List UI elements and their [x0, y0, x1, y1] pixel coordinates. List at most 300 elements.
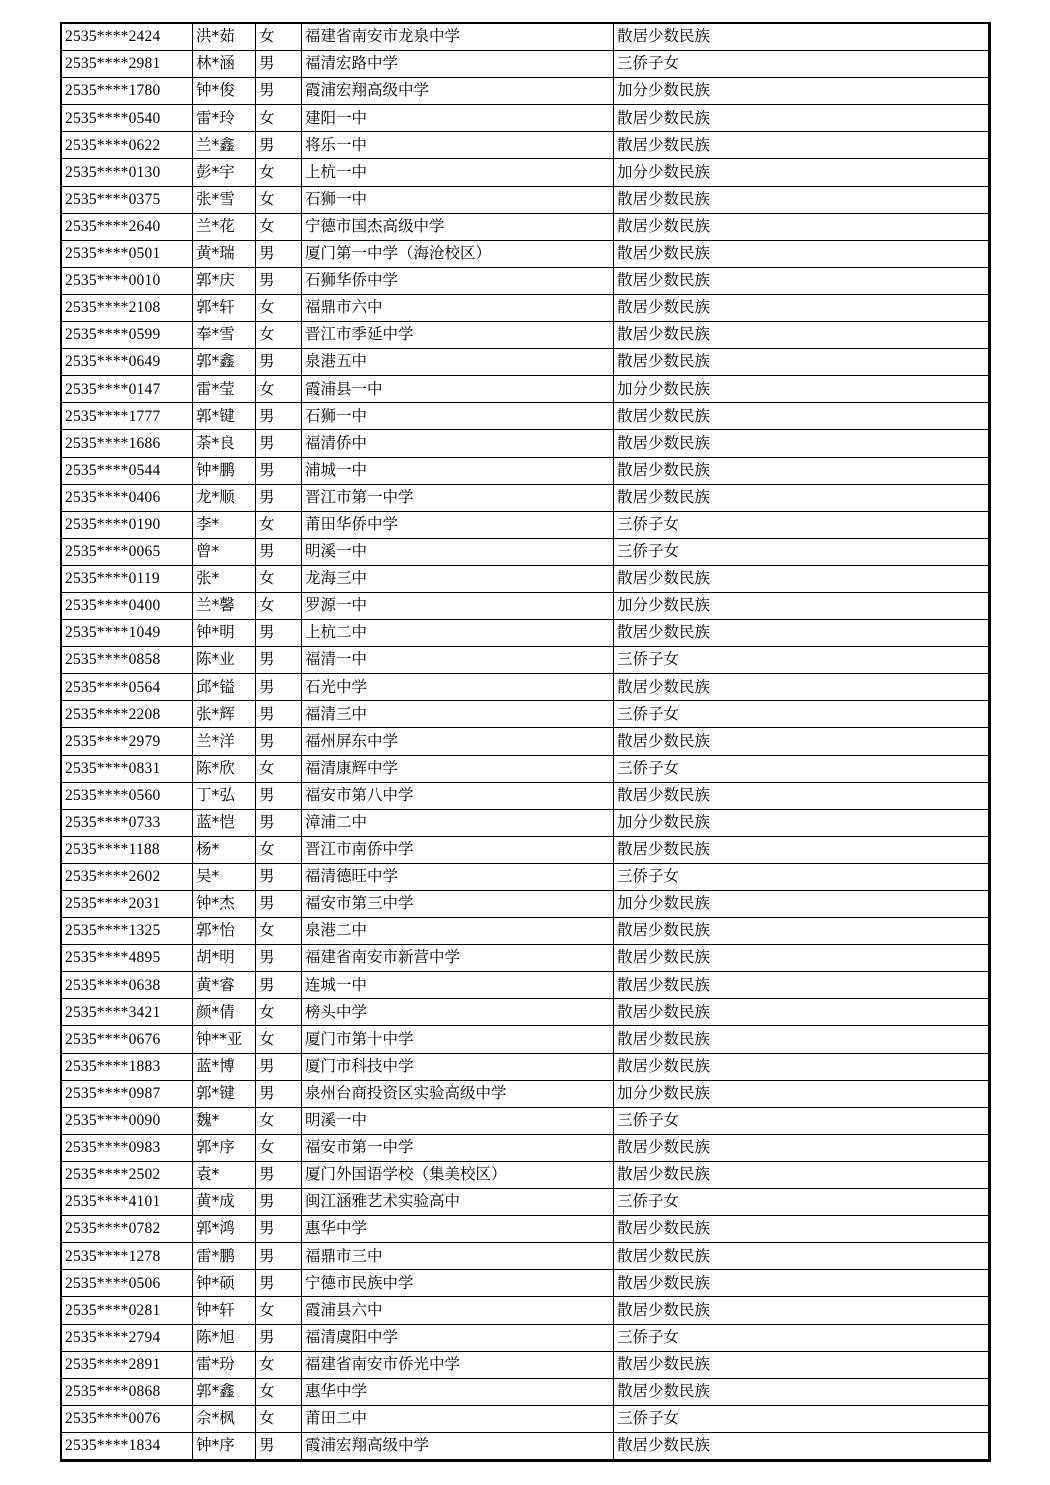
category-cell: 散居少数民族 [614, 1161, 989, 1188]
table-row [62, 728, 989, 755]
gender-cell: 女 [256, 322, 302, 349]
table-row [62, 24, 989, 51]
student-name-cell: 郭*庆 [193, 267, 256, 294]
student-id-cell: 2535****0190 [62, 511, 193, 538]
student-id-cell: 2535****2108 [62, 294, 193, 321]
category-cell: 散居少数民族 [614, 1243, 989, 1270]
student-name-cell: 林*涵 [193, 51, 256, 78]
gender-cell: 男 [256, 78, 302, 105]
category-cell: 三侨子女 [614, 1324, 989, 1351]
student-name-cell: 兰*洋 [193, 728, 256, 755]
gender-cell: 女 [256, 186, 302, 213]
student-id-cell: 2535****0831 [62, 755, 193, 782]
gender-cell: 男 [256, 538, 302, 565]
student-name-cell: 钟*鹏 [193, 457, 256, 484]
gender-cell: 男 [256, 972, 302, 999]
student-name-cell: 曾* [193, 538, 256, 565]
category-cell: 散居少数民族 [614, 674, 989, 701]
student-name-cell: 蓝*恺 [193, 809, 256, 836]
student-list-table [61, 23, 989, 1460]
school-cell: 晋江市南侨中学 [302, 836, 614, 863]
student-id-cell: 2535****0375 [62, 186, 193, 213]
student-id-cell: 2535****0076 [62, 1405, 193, 1432]
student-name-cell: 郭*键 [193, 403, 256, 430]
student-id-cell: 2535****0599 [62, 322, 193, 349]
student-name-cell: 雷*玲 [193, 105, 256, 132]
student-name-cell: 佘*枫 [193, 1405, 256, 1432]
table-row [62, 1026, 989, 1053]
category-cell: 散居少数民族 [614, 728, 989, 755]
gender-cell: 男 [256, 430, 302, 457]
student-id-cell: 2535****2031 [62, 891, 193, 918]
table-row [62, 755, 989, 782]
gender-cell: 男 [256, 809, 302, 836]
gender-cell: 男 [256, 701, 302, 728]
student-id-cell: 2535****1686 [62, 430, 193, 457]
gender-cell: 男 [256, 1189, 302, 1216]
student-id-cell: 2535****2794 [62, 1324, 193, 1351]
table-row [62, 1053, 989, 1080]
gender-cell: 女 [256, 1134, 302, 1161]
student-id-cell: 2535****0622 [62, 132, 193, 159]
category-cell: 散居少数民族 [614, 1053, 989, 1080]
gender-cell: 男 [256, 1243, 302, 1270]
table-row [62, 620, 989, 647]
school-cell: 惠华中学 [302, 1378, 614, 1405]
table-row [62, 159, 989, 186]
table-row [62, 701, 989, 728]
school-cell: 霞浦宏翔高级中学 [302, 1432, 614, 1459]
category-cell: 散居少数民族 [614, 294, 989, 321]
table-row [62, 430, 989, 457]
student-name-cell: 邱*镒 [193, 674, 256, 701]
student-id-cell: 2535****2208 [62, 701, 193, 728]
category-cell: 散居少数民族 [614, 24, 989, 51]
gender-cell: 女 [256, 999, 302, 1026]
gender-cell: 男 [256, 51, 302, 78]
school-cell: 福建省南安市新营中学 [302, 945, 614, 972]
table-row [62, 1161, 989, 1188]
category-cell: 散居少数民族 [614, 1270, 989, 1297]
school-cell: 晋江市季延中学 [302, 322, 614, 349]
gender-cell: 女 [256, 565, 302, 592]
student-name-cell: 郭*鑫 [193, 1378, 256, 1405]
table-row [62, 240, 989, 267]
school-cell: 厦门第一中学（海沧校区） [302, 240, 614, 267]
gender-cell: 男 [256, 647, 302, 674]
student-id-cell: 2535****2891 [62, 1351, 193, 1378]
category-cell: 散居少数民族 [614, 782, 989, 809]
table-row [62, 1270, 989, 1297]
student-id-cell: 2535****0090 [62, 1107, 193, 1134]
table-row [62, 105, 989, 132]
table-row [62, 782, 989, 809]
student-name-cell: 郭*轩 [193, 294, 256, 321]
table-row [62, 1297, 989, 1324]
table-row [62, 836, 989, 863]
table-row [62, 78, 989, 105]
gender-cell: 男 [256, 1270, 302, 1297]
student-name-cell: 兰*鑫 [193, 132, 256, 159]
student-name-cell: 黄*睿 [193, 972, 256, 999]
student-id-cell: 2535****2979 [62, 728, 193, 755]
school-cell: 浦城一中 [302, 457, 614, 484]
table-row [62, 457, 989, 484]
category-cell: 加分少数民族 [614, 376, 989, 403]
school-cell: 罗源一中 [302, 592, 614, 619]
category-cell: 加分少数民族 [614, 1080, 989, 1107]
category-cell: 三侨子女 [614, 1189, 989, 1216]
student-id-cell: 2535****0506 [62, 1270, 193, 1297]
school-cell: 霞浦县六中 [302, 1297, 614, 1324]
student-name-cell: 陈*旭 [193, 1324, 256, 1351]
table-row [62, 1216, 989, 1243]
category-cell: 三侨子女 [614, 863, 989, 890]
gender-cell: 女 [256, 105, 302, 132]
gender-cell: 男 [256, 1324, 302, 1351]
student-id-cell: 2535****4101 [62, 1189, 193, 1216]
student-name-cell: 荼*良 [193, 430, 256, 457]
gender-cell: 女 [256, 1107, 302, 1134]
student-id-cell: 2535****1049 [62, 620, 193, 647]
school-cell: 厦门外国语学校（集美校区） [302, 1161, 614, 1188]
student-name-cell: 钟*序 [193, 1432, 256, 1459]
school-cell: 莆田二中 [302, 1405, 614, 1432]
student-id-cell: 2535****0858 [62, 647, 193, 674]
school-cell: 上杭二中 [302, 620, 614, 647]
student-name-cell: 丁*弘 [193, 782, 256, 809]
school-cell: 石狮华侨中学 [302, 267, 614, 294]
school-cell: 霞浦宏翔高级中学 [302, 78, 614, 105]
student-id-cell: 2535****2602 [62, 863, 193, 890]
table-row [62, 972, 989, 999]
school-cell: 福清一中 [302, 647, 614, 674]
category-cell: 散居少数民族 [614, 1134, 989, 1161]
school-cell: 福鼎市六中 [302, 294, 614, 321]
table-row [62, 1405, 989, 1432]
student-name-cell: 洪*茹 [193, 24, 256, 51]
student-name-cell: 雷*鹏 [193, 1243, 256, 1270]
category-cell: 散居少数民族 [614, 484, 989, 511]
gender-cell: 男 [256, 863, 302, 890]
category-cell: 散居少数民族 [614, 620, 989, 647]
table-row [62, 809, 989, 836]
table-row [62, 1324, 989, 1351]
gender-cell: 男 [256, 1053, 302, 1080]
category-cell: 散居少数民族 [614, 836, 989, 863]
school-cell: 宁德市民族中学 [302, 1270, 614, 1297]
school-cell: 晋江市第一中学 [302, 484, 614, 511]
student-id-cell: 2535****0638 [62, 972, 193, 999]
gender-cell: 男 [256, 484, 302, 511]
student-id-cell: 2535****1883 [62, 1053, 193, 1080]
school-cell: 明溪一中 [302, 1107, 614, 1134]
school-cell: 闽江涵雅艺术实验高中 [302, 1189, 614, 1216]
category-cell: 三侨子女 [614, 647, 989, 674]
school-cell: 福安市第三中学 [302, 891, 614, 918]
school-cell: 福建省南安市龙泉中学 [302, 24, 614, 51]
student-name-cell: 张*辉 [193, 701, 256, 728]
table-row [62, 945, 989, 972]
gender-cell: 女 [256, 592, 302, 619]
table-row [62, 511, 989, 538]
gender-cell: 男 [256, 674, 302, 701]
student-name-cell: 郭*键 [193, 1080, 256, 1107]
student-name-cell: 黄*成 [193, 1189, 256, 1216]
student-id-cell: 2535****0501 [62, 240, 193, 267]
student-id-cell: 2535****0065 [62, 538, 193, 565]
category-cell: 加分少数民族 [614, 78, 989, 105]
gender-cell: 男 [256, 1080, 302, 1107]
school-cell: 福安市第一中学 [302, 1134, 614, 1161]
gender-cell: 女 [256, 1026, 302, 1053]
gender-cell: 女 [256, 1405, 302, 1432]
gender-cell: 女 [256, 1297, 302, 1324]
category-cell: 散居少数民族 [614, 132, 989, 159]
table-row [62, 322, 989, 349]
school-cell: 连城一中 [302, 972, 614, 999]
student-name-cell: 张*雪 [193, 186, 256, 213]
gender-cell: 女 [256, 836, 302, 863]
school-cell: 莆田华侨中学 [302, 511, 614, 538]
category-cell: 三侨子女 [614, 538, 989, 565]
student-id-cell: 2535****3421 [62, 999, 193, 1026]
category-cell: 散居少数民族 [614, 1351, 989, 1378]
category-cell: 三侨子女 [614, 51, 989, 78]
table-row [62, 349, 989, 376]
category-cell: 散居少数民族 [614, 186, 989, 213]
category-cell: 散居少数民族 [614, 105, 989, 132]
school-cell: 建阳一中 [302, 105, 614, 132]
school-cell: 明溪一中 [302, 538, 614, 565]
table-row [62, 213, 989, 240]
student-name-cell: 杨* [193, 836, 256, 863]
student-id-cell: 2535****0540 [62, 105, 193, 132]
student-name-cell: 钟*硕 [193, 1270, 256, 1297]
table-row [62, 1351, 989, 1378]
school-cell: 福建省南安市侨光中学 [302, 1351, 614, 1378]
school-cell: 福清虞阳中学 [302, 1324, 614, 1351]
student-id-cell: 2535****1325 [62, 918, 193, 945]
gender-cell: 男 [256, 1161, 302, 1188]
school-cell: 龙海三中 [302, 565, 614, 592]
table-row [62, 891, 989, 918]
category-cell: 加分少数民族 [614, 159, 989, 186]
gender-cell: 男 [256, 728, 302, 755]
school-cell: 泉港五中 [302, 349, 614, 376]
gender-cell: 男 [256, 457, 302, 484]
student-name-cell: 吴* [193, 863, 256, 890]
student-name-cell: 兰*馨 [193, 592, 256, 619]
gender-cell: 女 [256, 213, 302, 240]
student-name-cell: 魏* [193, 1107, 256, 1134]
gender-cell: 男 [256, 132, 302, 159]
category-cell: 散居少数民族 [614, 322, 989, 349]
student-id-cell: 2535****0281 [62, 1297, 193, 1324]
table-row [62, 1432, 989, 1459]
table-row [62, 1107, 989, 1134]
student-name-cell: 钟**亚 [193, 1026, 256, 1053]
category-cell: 三侨子女 [614, 755, 989, 782]
category-cell: 加分少数民族 [614, 891, 989, 918]
table-body [62, 24, 989, 1460]
student-id-cell: 2535****0676 [62, 1026, 193, 1053]
gender-cell: 男 [256, 1432, 302, 1459]
table-row [62, 647, 989, 674]
student-name-cell: 钟*轩 [193, 1297, 256, 1324]
student-id-cell: 2535****2502 [62, 1161, 193, 1188]
school-cell: 石光中学 [302, 674, 614, 701]
school-cell: 福安市第八中学 [302, 782, 614, 809]
table-row [62, 376, 989, 403]
student-id-cell: 2535****2981 [62, 51, 193, 78]
table-row [62, 592, 989, 619]
student-id-cell: 2535****0983 [62, 1134, 193, 1161]
student-name-cell: 李* [193, 511, 256, 538]
gender-cell: 男 [256, 891, 302, 918]
student-name-cell: 龙*顺 [193, 484, 256, 511]
category-cell: 散居少数民族 [614, 349, 989, 376]
table-row [62, 1080, 989, 1107]
student-name-cell: 颜*倩 [193, 999, 256, 1026]
gender-cell: 女 [256, 755, 302, 782]
school-cell: 榜头中学 [302, 999, 614, 1026]
gender-cell: 男 [256, 1216, 302, 1243]
category-cell: 散居少数民族 [614, 213, 989, 240]
category-cell: 散居少数民族 [614, 918, 989, 945]
student-id-cell: 2535****0987 [62, 1080, 193, 1107]
table-row [62, 1243, 989, 1270]
student-id-cell: 2535****0544 [62, 457, 193, 484]
school-cell: 福清宏路中学 [302, 51, 614, 78]
school-cell: 惠华中学 [302, 1216, 614, 1243]
gender-cell: 女 [256, 294, 302, 321]
student-id-cell: 2535****0733 [62, 809, 193, 836]
student-id-cell: 2535****0560 [62, 782, 193, 809]
category-cell: 三侨子女 [614, 701, 989, 728]
gender-cell: 男 [256, 945, 302, 972]
student-name-cell: 郭*怡 [193, 918, 256, 945]
category-cell: 散居少数民族 [614, 1216, 989, 1243]
student-name-cell: 雷*莹 [193, 376, 256, 403]
category-cell: 散居少数民族 [614, 1026, 989, 1053]
student-id-cell: 2535****0130 [62, 159, 193, 186]
gender-cell: 男 [256, 403, 302, 430]
table-row [62, 565, 989, 592]
category-cell: 散居少数民族 [614, 565, 989, 592]
table-row [62, 1378, 989, 1405]
school-cell: 厦门市第十中学 [302, 1026, 614, 1053]
student-id-cell: 2535****2640 [62, 213, 193, 240]
student-id-cell: 2535****4895 [62, 945, 193, 972]
table-row [62, 403, 989, 430]
school-cell: 石狮一中 [302, 403, 614, 430]
school-cell: 福州屏东中学 [302, 728, 614, 755]
student-name-cell: 钟*明 [193, 620, 256, 647]
gender-cell: 男 [256, 620, 302, 647]
student-id-cell: 2535****0147 [62, 376, 193, 403]
student-id-cell: 2535****1278 [62, 1243, 193, 1270]
student-id-cell: 2535****1777 [62, 403, 193, 430]
gender-cell: 男 [256, 782, 302, 809]
gender-cell: 女 [256, 1351, 302, 1378]
table-row [62, 674, 989, 701]
school-cell: 福清三中 [302, 701, 614, 728]
student-name-cell: 钟*俊 [193, 78, 256, 105]
student-name-cell: 奉*雪 [193, 322, 256, 349]
school-cell: 厦门市科技中学 [302, 1053, 614, 1080]
student-name-cell: 兰*花 [193, 213, 256, 240]
school-cell: 福鼎市三中 [302, 1243, 614, 1270]
student-id-cell: 2535****0868 [62, 1378, 193, 1405]
school-cell: 福清德旺中学 [302, 863, 614, 890]
table-row [62, 51, 989, 78]
school-cell: 将乐一中 [302, 132, 614, 159]
student-id-cell: 2535****0782 [62, 1216, 193, 1243]
table-row [62, 1134, 989, 1161]
category-cell: 散居少数民族 [614, 267, 989, 294]
student-name-cell: 张* [193, 565, 256, 592]
school-cell: 霞浦县一中 [302, 376, 614, 403]
category-cell: 三侨子女 [614, 1107, 989, 1134]
school-cell: 福清康辉中学 [302, 755, 614, 782]
school-cell: 石狮一中 [302, 186, 614, 213]
student-id-cell: 2535****0400 [62, 592, 193, 619]
category-cell: 散居少数民族 [614, 240, 989, 267]
school-cell: 漳浦二中 [302, 809, 614, 836]
school-cell: 宁德市国杰高级中学 [302, 213, 614, 240]
school-cell: 福清侨中 [302, 430, 614, 457]
category-cell: 散居少数民族 [614, 403, 989, 430]
student-id-cell: 2535****1834 [62, 1432, 193, 1459]
student-id-cell: 2535****1780 [62, 78, 193, 105]
student-name-cell: 陈*业 [193, 647, 256, 674]
table-row [62, 267, 989, 294]
table-row [62, 538, 989, 565]
student-name-cell: 雷*玢 [193, 1351, 256, 1378]
student-name-cell: 袁* [193, 1161, 256, 1188]
gender-cell: 女 [256, 918, 302, 945]
category-cell: 散居少数民族 [614, 999, 989, 1026]
category-cell: 加分少数民族 [614, 809, 989, 836]
table-row [62, 999, 989, 1026]
student-name-cell: 郭*鑫 [193, 349, 256, 376]
table-row [62, 132, 989, 159]
student-id-cell: 2535****0010 [62, 267, 193, 294]
student-name-cell: 郭*序 [193, 1134, 256, 1161]
gender-cell: 女 [256, 159, 302, 186]
category-cell: 散居少数民族 [614, 945, 989, 972]
table-row [62, 294, 989, 321]
student-id-cell: 2535****0564 [62, 674, 193, 701]
category-cell: 散居少数民族 [614, 430, 989, 457]
table-row [62, 186, 989, 213]
gender-cell: 女 [256, 1378, 302, 1405]
student-id-cell: 2535****1188 [62, 836, 193, 863]
student-name-cell: 郭*鸿 [193, 1216, 256, 1243]
student-id-cell: 2535****0649 [62, 349, 193, 376]
table-row [62, 863, 989, 890]
category-cell: 散居少数民族 [614, 1378, 989, 1405]
gender-cell: 女 [256, 24, 302, 51]
student-name-cell: 黄*瑞 [193, 240, 256, 267]
category-cell: 三侨子女 [614, 1405, 989, 1432]
gender-cell: 男 [256, 349, 302, 376]
student-id-cell: 2535****2424 [62, 24, 193, 51]
table-row [62, 918, 989, 945]
table-row [62, 484, 989, 511]
gender-cell: 女 [256, 511, 302, 538]
